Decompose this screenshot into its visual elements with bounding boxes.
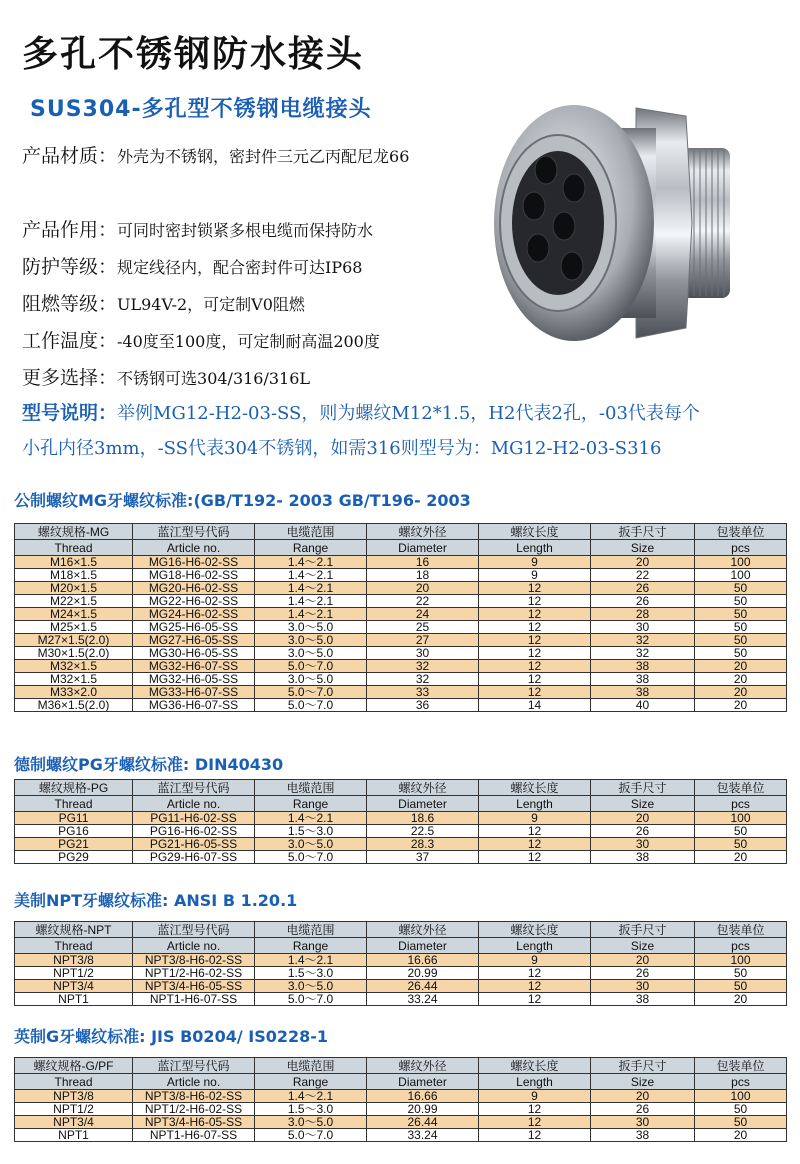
table-cell: NPT1-H6-07-SS <box>133 993 255 1006</box>
table-cell: 1.5～3.0 <box>255 825 367 838</box>
table-cell: 38 <box>591 993 695 1006</box>
table-cell: 26 <box>591 967 695 980</box>
table-cell: Size <box>591 540 695 556</box>
table-cell: 30 <box>367 647 479 660</box>
spec-label: 工作温度： <box>22 330 118 352</box>
spec-label: 产品作用： <box>22 219 118 241</box>
spec-table-npt <box>14 921 787 1006</box>
table-cell: 1.5～3.0 <box>255 1103 367 1116</box>
table-cell: 20 <box>367 582 479 595</box>
table-cell: Article no. <box>133 540 255 556</box>
table-cell: 12 <box>479 660 591 673</box>
table-cell: 50 <box>695 967 787 980</box>
table-cell: 螺纹规格-MG <box>15 524 133 540</box>
table-row <box>15 1129 787 1142</box>
table-cell: 50 <box>695 634 787 647</box>
table-cell: 100 <box>695 812 787 825</box>
table-cell: Diameter <box>367 938 479 954</box>
table-cell: 22 <box>367 595 479 608</box>
table-row <box>15 647 787 660</box>
table-cell: 38 <box>591 660 695 673</box>
table-title-npt: 美制NPT牙螺纹标准: ANSI B 1.20.1 <box>14 891 298 910</box>
table-row <box>15 812 787 825</box>
table-cell: 20 <box>695 673 787 686</box>
table-cell: 50 <box>695 838 787 851</box>
table-cell: 12 <box>479 595 591 608</box>
table-cell: 12 <box>479 608 591 621</box>
spec-label: 产品材质： <box>22 145 118 167</box>
table-cell: M33×2.0 <box>15 686 133 699</box>
table-cell: 30 <box>591 621 695 634</box>
table-cell: 50 <box>695 595 787 608</box>
table-cell: M16×1.5 <box>15 556 133 569</box>
table-cell: NPT1 <box>15 1129 133 1142</box>
table-cell: 38 <box>591 851 695 864</box>
table-cell: MG32-H6-05-SS <box>133 673 255 686</box>
spec-label: 防护等级： <box>22 256 118 278</box>
table-cell: 50 <box>695 621 787 634</box>
table-cell: 30 <box>591 1116 695 1129</box>
table-cell: 37 <box>367 851 479 864</box>
spec-options <box>22 363 310 390</box>
spec-value: 不锈钢可选304/316/316L <box>117 369 311 388</box>
table-cell: pcs <box>695 796 787 812</box>
table-cell: 30 <box>591 838 695 851</box>
table-cell: 5.0～7.0 <box>255 851 367 864</box>
table-title-pg: 德制螺纹PG牙螺纹标准: DIN40430 <box>14 755 284 774</box>
table-cell: 螺纹长度 <box>479 922 591 938</box>
table-cell: PG21-H6-05-SS <box>133 838 255 851</box>
table-cell: MG33-H6-07-SS <box>133 686 255 699</box>
table-cell: 40 <box>591 699 695 712</box>
table-cell: 12 <box>479 647 591 660</box>
table-cell: 38 <box>591 1129 695 1142</box>
table-cell: 20 <box>591 954 695 967</box>
spec-value: 外壳为不锈钢，密封件三元乙丙配尼龙66 <box>117 147 410 166</box>
table-cell: Diameter <box>367 1074 479 1090</box>
table-cell: M20×1.5 <box>15 582 133 595</box>
table-cell: 12 <box>479 825 591 838</box>
table-row <box>15 1090 787 1103</box>
table-cell: M30×1.5(2.0) <box>15 647 133 660</box>
table-cell: 22.5 <box>367 825 479 838</box>
table-cell: 9 <box>479 1090 591 1103</box>
table-cell: Article no. <box>133 1074 255 1090</box>
table-header-row <box>15 1074 787 1090</box>
table-cell: 16 <box>367 556 479 569</box>
table-cell: 电缆范围 <box>255 922 367 938</box>
table-cell: 12 <box>479 621 591 634</box>
table-cell: 电缆范围 <box>255 780 367 796</box>
product-image <box>486 88 748 358</box>
spec-value: -40度至100度，可定制耐高温200度 <box>117 332 380 351</box>
table-cell: 25 <box>367 621 479 634</box>
table-cell: 50 <box>695 582 787 595</box>
table-cell: 20 <box>591 1090 695 1103</box>
table-cell: NPT3/8-H6-02-SS <box>133 1090 255 1103</box>
table-cell: 3.0～5.0 <box>255 647 367 660</box>
model-description-line2: 小孔内径3mm，-SS代表304不锈钢，如需316则型号为：MG12-H2-03-S316 <box>22 438 662 459</box>
table-cell: 12 <box>479 634 591 647</box>
table-cell: 蓝江型号代码 <box>133 524 255 540</box>
table-cell: 扳手尺寸 <box>591 780 695 796</box>
table-cell: 5.0～7.0 <box>255 660 367 673</box>
table-cell: 20 <box>591 812 695 825</box>
table-row <box>15 967 787 980</box>
table-cell: NPT1-H6-07-SS <box>133 1129 255 1142</box>
table-cell: NPT3/4 <box>15 1116 133 1129</box>
table-cell: 20 <box>695 686 787 699</box>
table-row <box>15 569 787 582</box>
table-cell: 扳手尺寸 <box>591 524 695 540</box>
spec-value: 规定线径内，配合密封件可达IP68 <box>117 258 363 277</box>
spec-table-g <box>14 1057 787 1142</box>
table-cell: 32 <box>367 673 479 686</box>
product-subtitle: SUS304-多孔型不锈钢电缆接头 <box>30 97 372 122</box>
table-cell: 26 <box>591 595 695 608</box>
table-row <box>15 634 787 647</box>
table-cell: Range <box>255 1074 367 1090</box>
table-cell: 包装单位 <box>695 524 787 540</box>
spec-table-mg <box>14 523 787 712</box>
table-row <box>15 582 787 595</box>
table-cell: Range <box>255 796 367 812</box>
table-cell: MG22-H6-02-SS <box>133 595 255 608</box>
table-title-g: 英制G牙螺纹标准: JIS B0204/ IS0228-1 <box>14 1027 329 1046</box>
table-cell: NPT1 <box>15 993 133 1006</box>
table-row <box>15 621 787 634</box>
table-cell: 20 <box>695 1129 787 1142</box>
table-cell: M25×1.5 <box>15 621 133 634</box>
table-cell: MG25-H6-05-SS <box>133 621 255 634</box>
table-cell: 螺纹外径 <box>367 780 479 796</box>
table-cell: 1.4～2.1 <box>255 1090 367 1103</box>
table-cell: 1.4～2.1 <box>255 608 367 621</box>
table-cell: 12 <box>479 980 591 993</box>
table-cell: M32×1.5 <box>15 673 133 686</box>
table-cell: 32 <box>367 660 479 673</box>
table-cell: 扳手尺寸 <box>591 1058 695 1074</box>
table-cell: Range <box>255 540 367 556</box>
table-cell: NPT3/4-H6-05-SS <box>133 1116 255 1129</box>
table-cell: NPT3/8 <box>15 1090 133 1103</box>
table-cell: 33.24 <box>367 993 479 1006</box>
table-cell: Length <box>479 540 591 556</box>
table-cell: MG16-H6-02-SS <box>133 556 255 569</box>
table-cell: Diameter <box>367 796 479 812</box>
table-cell: 12 <box>479 1103 591 1116</box>
table-cell: 20 <box>695 993 787 1006</box>
table-cell: Size <box>591 796 695 812</box>
table-cell: 电缆范围 <box>255 524 367 540</box>
table-cell: Size <box>591 1074 695 1090</box>
table-cell: pcs <box>695 1074 787 1090</box>
table-row <box>15 673 787 686</box>
table-cell: MG30-H6-05-SS <box>133 647 255 660</box>
table-cell: 26.44 <box>367 980 479 993</box>
spec-label: 更多选择： <box>22 367 118 389</box>
table-cell: NPT1/2 <box>15 1103 133 1116</box>
table-cell: M36×1.5(2.0) <box>15 699 133 712</box>
table-cell: 28.3 <box>367 838 479 851</box>
table-cell: PG16-H6-02-SS <box>133 825 255 838</box>
table-cell: 30 <box>591 980 695 993</box>
table-cell: 1.4～2.1 <box>255 954 367 967</box>
table-cell: 12 <box>479 686 591 699</box>
table-cell: 螺纹长度 <box>479 780 591 796</box>
table-cell: 14 <box>479 699 591 712</box>
table-cell: 蓝江型号代码 <box>133 922 255 938</box>
table-cell: 50 <box>695 1103 787 1116</box>
table-cell: 26 <box>591 1103 695 1116</box>
table-cell: 36 <box>367 699 479 712</box>
table-row <box>15 993 787 1006</box>
table-cell: 100 <box>695 556 787 569</box>
table-cell: 22 <box>591 569 695 582</box>
table-cell: 1.4～2.1 <box>255 595 367 608</box>
table-cell: 3.0～5.0 <box>255 980 367 993</box>
table-cell: M22×1.5 <box>15 595 133 608</box>
table-cell: 9 <box>479 812 591 825</box>
table-cell: Thread <box>15 796 133 812</box>
table-cell: PG21 <box>15 838 133 851</box>
table-cell: 100 <box>695 954 787 967</box>
table-cell: 螺纹规格-PG <box>15 780 133 796</box>
table-header-row <box>15 922 787 938</box>
table-cell: NPT3/8 <box>15 954 133 967</box>
table-cell: 3.0～5.0 <box>255 634 367 647</box>
table-row <box>15 1103 787 1116</box>
table-cell: 38 <box>591 673 695 686</box>
table-cell: 1.5～3.0 <box>255 967 367 980</box>
table-cell: 16.66 <box>367 1090 479 1103</box>
table-cell: 3.0～5.0 <box>255 838 367 851</box>
table-cell: 3.0～5.0 <box>255 673 367 686</box>
table-cell: pcs <box>695 938 787 954</box>
table-cell: 电缆范围 <box>255 1058 367 1074</box>
spec-value: 可同时密封锁紧多根电缆而保持防水 <box>117 221 374 240</box>
table-cell: 包装单位 <box>695 1058 787 1074</box>
table-cell: pcs <box>695 540 787 556</box>
table-header-row <box>15 796 787 812</box>
table-header-row <box>15 780 787 796</box>
table-cell: 9 <box>479 569 591 582</box>
table-cell: 33.24 <box>367 1129 479 1142</box>
table-cell: Thread <box>15 938 133 954</box>
table-cell: MG32-H6-07-SS <box>133 660 255 673</box>
table-cell: M18×1.5 <box>15 569 133 582</box>
table-cell: 螺纹外径 <box>367 524 479 540</box>
table-cell: 扳手尺寸 <box>591 922 695 938</box>
table-cell: 32 <box>591 634 695 647</box>
table-cell: 螺纹长度 <box>479 524 591 540</box>
table-cell: 3.0～5.0 <box>255 621 367 634</box>
table-cell: 12 <box>479 582 591 595</box>
table-cell: 12 <box>479 967 591 980</box>
table-cell: MG27-H6-05-SS <box>133 634 255 647</box>
table-cell: M32×1.5 <box>15 660 133 673</box>
table-row <box>15 954 787 967</box>
table-cell: Length <box>479 796 591 812</box>
table-row <box>15 660 787 673</box>
table-cell: 螺纹规格-G/PF <box>15 1058 133 1074</box>
table-cell: 9 <box>479 556 591 569</box>
table-cell: 5.0～7.0 <box>255 1129 367 1142</box>
table-cell: NPT1/2 <box>15 967 133 980</box>
table-cell: 50 <box>695 1116 787 1129</box>
table-cell: 33 <box>367 686 479 699</box>
table-cell: 50 <box>695 647 787 660</box>
table-cell: 螺纹规格-NPT <box>15 922 133 938</box>
table-cell: Size <box>591 938 695 954</box>
table-header-row <box>15 524 787 540</box>
table-cell: 螺纹外径 <box>367 1058 479 1074</box>
table-cell: 1.4～2.1 <box>255 812 367 825</box>
spec-table-pg <box>14 779 787 864</box>
table-cell: 12 <box>479 1129 591 1142</box>
spec-protection <box>22 252 362 279</box>
table-cell: Range <box>255 938 367 954</box>
table-cell: 100 <box>695 569 787 582</box>
table-cell: Article no. <box>133 796 255 812</box>
table-cell: 26 <box>591 582 695 595</box>
table-cell: 12 <box>479 993 591 1006</box>
table-cell: 18.6 <box>367 812 479 825</box>
table-cell: 9 <box>479 954 591 967</box>
page-title: 多孔不锈钢防水接头 <box>22 34 365 75</box>
table-cell: 18 <box>367 569 479 582</box>
table-cell: 1.4～2.1 <box>255 556 367 569</box>
table-cell: NPT3/8-H6-02-SS <box>133 954 255 967</box>
table-cell: 螺纹外径 <box>367 922 479 938</box>
model-label: 型号说明： <box>22 402 118 424</box>
table-cell: Length <box>479 1074 591 1090</box>
table-row <box>15 699 787 712</box>
table-cell: 螺纹长度 <box>479 1058 591 1074</box>
table-cell: 32 <box>591 647 695 660</box>
table-header-row <box>15 938 787 954</box>
table-cell: PG11 <box>15 812 133 825</box>
spec-temperature <box>22 326 380 353</box>
table-cell: NPT1/2-H6-02-SS <box>133 1103 255 1116</box>
table-cell: 26.44 <box>367 1116 479 1129</box>
table-cell: 包装单位 <box>695 780 787 796</box>
table-cell: PG29-H6-07-SS <box>133 851 255 864</box>
table-row <box>15 838 787 851</box>
table-cell: 50 <box>695 980 787 993</box>
spec-material <box>22 141 409 168</box>
table-cell: 3.0～5.0 <box>255 1116 367 1129</box>
table-cell: 20 <box>695 660 787 673</box>
table-cell: 包装单位 <box>695 922 787 938</box>
table-cell: PG29 <box>15 851 133 864</box>
table-row <box>15 980 787 993</box>
table-cell: 12 <box>479 851 591 864</box>
spec-label: 阻燃等级： <box>22 293 118 315</box>
table-cell: 20.99 <box>367 1103 479 1116</box>
model-description-line1 <box>22 398 700 425</box>
table-row <box>15 851 787 864</box>
table-cell: Diameter <box>367 540 479 556</box>
table-cell: 5.0～7.0 <box>255 699 367 712</box>
table-cell: MG20-H6-02-SS <box>133 582 255 595</box>
spec-function <box>22 215 373 242</box>
table-cell: 1.4～2.1 <box>255 569 367 582</box>
table-cell: Article no. <box>133 938 255 954</box>
table-row <box>15 1116 787 1129</box>
table-cell: PG16 <box>15 825 133 838</box>
table-cell: 50 <box>695 825 787 838</box>
table-cell: 20 <box>695 851 787 864</box>
table-cell: 26 <box>591 825 695 838</box>
table-cell: Thread <box>15 540 133 556</box>
table-cell: 27 <box>367 634 479 647</box>
table-row <box>15 556 787 569</box>
table-cell: NPT3/4-H6-05-SS <box>133 980 255 993</box>
spec-value: UL94V-2，可定制V0阻燃 <box>117 295 305 314</box>
table-cell: NPT3/4 <box>15 980 133 993</box>
table-title-mg: 公制螺纹MG牙螺纹标准:(GB/T192- 2003 GB/T196- 2003 <box>14 491 471 510</box>
table-row <box>15 686 787 699</box>
table-cell: 20 <box>591 556 695 569</box>
table-cell: NPT1/2-H6-02-SS <box>133 967 255 980</box>
table-cell: 16.66 <box>367 954 479 967</box>
table-cell: 12 <box>479 838 591 851</box>
table-cell: Length <box>479 938 591 954</box>
table-cell: 5.0～7.0 <box>255 686 367 699</box>
table-cell: 蓝江型号代码 <box>133 1058 255 1074</box>
table-cell: 5.0～7.0 <box>255 993 367 1006</box>
table-cell: 12 <box>479 673 591 686</box>
table-cell: M24×1.5 <box>15 608 133 621</box>
spec-flame <box>22 289 305 316</box>
table-row <box>15 608 787 621</box>
table-cell: PG11-H6-02-SS <box>133 812 255 825</box>
table-cell: M27×1.5(2.0) <box>15 634 133 647</box>
table-cell: Thread <box>15 1074 133 1090</box>
table-cell: 蓝江型号代码 <box>133 780 255 796</box>
table-header-row <box>15 1058 787 1074</box>
table-cell: 50 <box>695 608 787 621</box>
table-cell: 12 <box>479 1116 591 1129</box>
table-cell: MG36-H6-07-SS <box>133 699 255 712</box>
table-cell: 38 <box>591 686 695 699</box>
table-cell: 20 <box>695 699 787 712</box>
table-cell: MG24-H6-02-SS <box>133 608 255 621</box>
table-cell: 20.99 <box>367 967 479 980</box>
model-text: 举例MG12-H2-03-SS，则为螺纹M12*1.5，H2代表2孔，-03代表每个 <box>117 403 700 424</box>
table-cell: 24 <box>367 608 479 621</box>
table-row <box>15 595 787 608</box>
table-cell: 28 <box>591 608 695 621</box>
table-cell: MG18-H6-02-SS <box>133 569 255 582</box>
table-row <box>15 825 787 838</box>
table-cell: 100 <box>695 1090 787 1103</box>
table-cell: 1.4～2.1 <box>255 582 367 595</box>
table-header-row <box>15 540 787 556</box>
